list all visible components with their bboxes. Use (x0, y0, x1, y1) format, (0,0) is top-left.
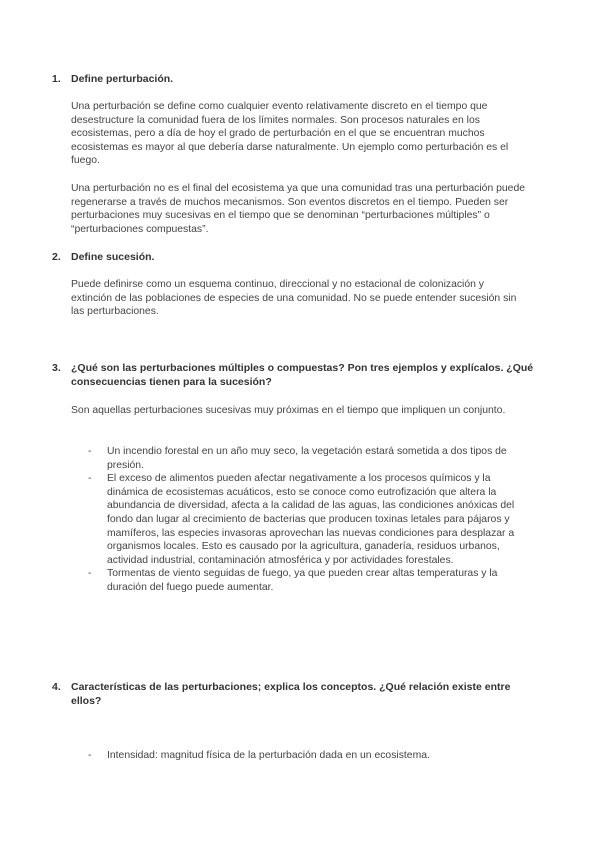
section-1-heading (52, 73, 542, 87)
list-item (88, 472, 528, 567)
list-item-text: Un incendio forestal en un año muy seco, la vegetación estará sometida a dos tipos de presión. (107, 446, 507, 471)
paragraph: Una perturbación se define como cualquier evento relativamente discreto en el tiempo que desestructure la comunidad fuera de los límites normales. Son procesos naturales en los ecosistemas, pero a día de hoy el grado de perturbación en el que se encuentran muchos ecosistemas es mayor al que debería darse naturalmente. Un ejemplo como perturbación es el fuego. (71, 101, 509, 167)
section-title: ¿Qué son las perturbaciones múltiples o compuestas? Pon tres ejemplos y explícalos. ¿Qué consecuencias tienen para la sucesión? (71, 362, 534, 388)
paragraph: Una perturbación no es el final del ecosistema ya que una comunidad tras una perturbación puede regenerarse a través de muchos mecanismos. Son eventos discretos en el tiempo. Pueden ser perturbaciones muy sucesivas en el tiempo que se denominan “perturbaciones múltiples” o “perturbaciones compuestas”. (71, 183, 526, 235)
paragraph: Son aquellas perturbaciones sucesivas muy próximas en el tiempo que impliquen un conjunto. (71, 405, 506, 416)
bullet-marker: - (88, 446, 92, 457)
section-4-heading (52, 681, 542, 708)
section-number: 1. (52, 73, 61, 85)
section-number: 4. (52, 681, 61, 693)
list-item (88, 445, 528, 472)
section-title: Define perturbación. (71, 73, 174, 85)
bullet-marker: - (88, 473, 92, 485)
section-3-heading (52, 362, 542, 389)
paragraph: Puede definirse como un esquema continuo, direccional y no estacional de colonización y extinción de las poblaciones de especies de una comunidad. No se puede entender sucesión sin las perturbaciones. (71, 279, 517, 318)
bullet-list (88, 749, 528, 763)
bullet-marker: - (88, 568, 92, 580)
list-item-text: Intensidad: magnitud física de la perturbación dada en un ecosistema. (107, 750, 430, 761)
section-number: 3. (52, 362, 61, 374)
bullet-marker: - (88, 750, 92, 761)
section-title: Define sucesión. (71, 251, 155, 263)
bullet-list (88, 445, 528, 595)
list-item (88, 749, 528, 763)
section-number: 2. (52, 251, 61, 263)
list-item (88, 567, 528, 594)
section-2-heading (52, 251, 542, 265)
list-item-text: Tormentas de viento seguidas de fuego, ya que pueden crear altas temperaturas y la duración del fuego puede aumentar. (107, 568, 498, 593)
list-item-text: El exceso de alimentos pueden afectar negativamente a los procesos químicos y la dinámica de ecosistemas acuáticos, esto se conoce como eutrofización que altera la abundancia de diversidad, afecta a la calidad de las aguas, las condiciones anóxicas del fondo dan lugar al crecimiento de bacterias que producen toxinas letales para pájaros y mamíferos, las especies invasoras aprovechan las nuevas condiciones para desplazar a organismos locales. Esto es causado por la agricultura, ganadería, residuos urbanos, actividad industrial, contaminación atmosférica y por actividades forestales. (107, 473, 515, 566)
section-title: Características de las perturbaciones; explica los conceptos. ¿Qué relación existe entre ellos? (71, 681, 511, 707)
